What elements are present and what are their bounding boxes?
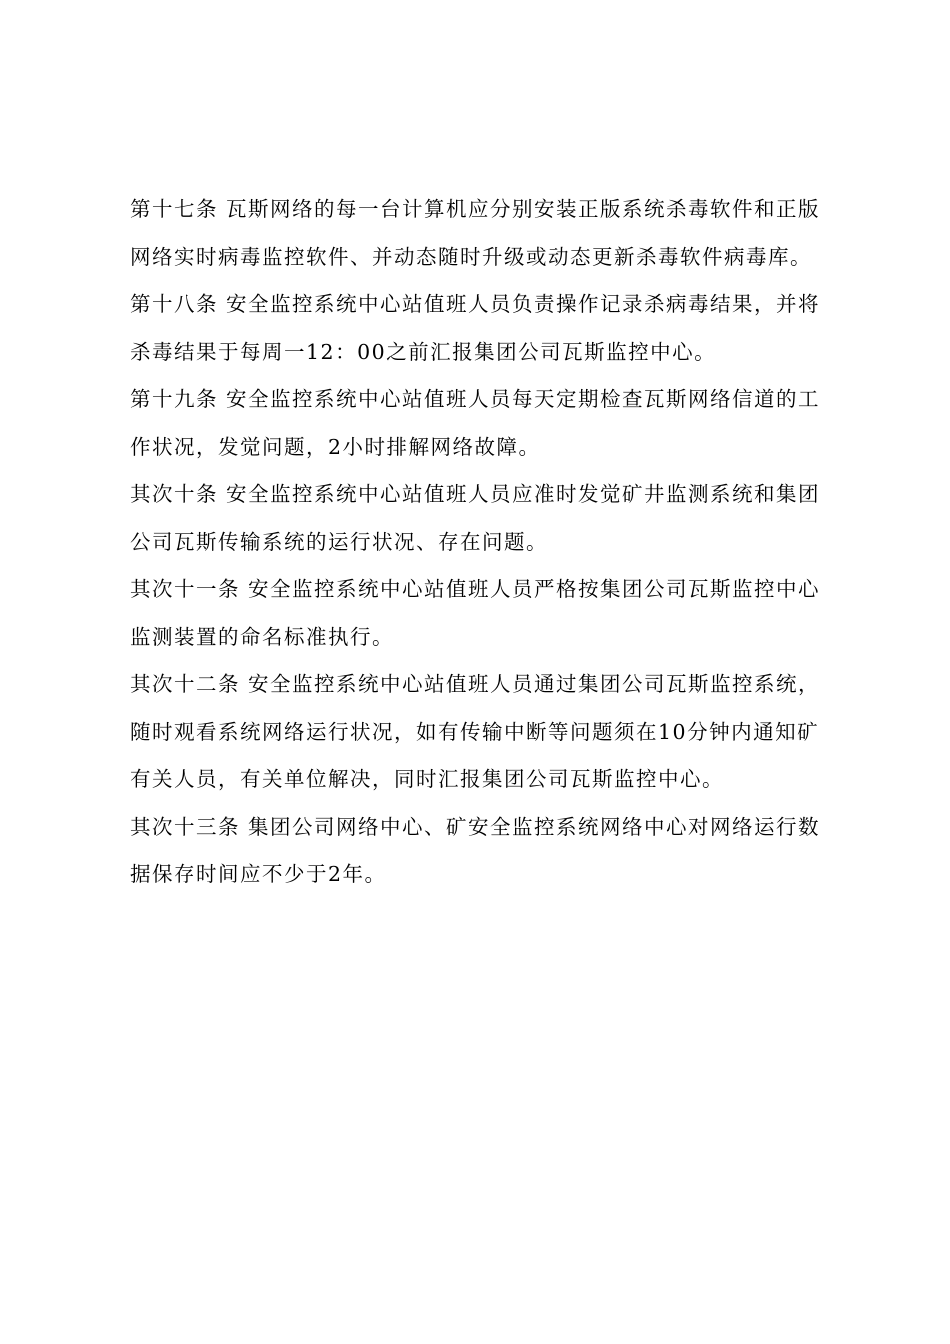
article-19 [130,376,830,471]
article-line: 公司瓦斯传输系统的运行状况、存在问题。 [130,529,548,554]
article-line: 监测装置的命名标准执行。 [130,624,394,649]
article-line: 其次十一条 安全监控系统中心站值班人员严格按集团公司瓦斯监控中心 [130,577,821,601]
article-line: 第十七条 瓦斯网络的每一台计算机应分别安装正版系统杀毒软件和正版 [130,197,821,221]
article-17 [130,186,830,281]
article-line: 其次十二条 安全监控系统中心站值班人员通过集团公司瓦斯监控系统， [130,672,821,696]
article-line: 有关人员，有关单位解决，同时汇报集团公司瓦斯监控中心。 [130,767,724,791]
article-line: 第十九条 安全监控系统中心站值班人员每天定期检查瓦斯网络信道的工 [130,387,821,411]
article-line: 杀毒结果于每周一12：00之前汇报集团公司瓦斯监控中心。 [130,339,717,364]
article-line: 随时观看系统网络运行状况，如有传输中断等问题须在10分钟内通知矿 [130,719,820,744]
article-line: 网络实时病毒监控软件、并动态随时升级或动态更新杀毒软件病毒库。 [130,244,812,269]
article-list [130,186,830,899]
article-21 [130,566,830,661]
article-line: 其次十三条 集团公司网络中心、矿安全监控系统网络中心对网络运行数 [130,814,821,839]
article-line: 据保存时间应不少于2年。 [130,862,387,886]
article-18 [130,281,830,376]
article-line: 其次十条 安全监控系统中心站值班人员应准时发觉矿井监测系统和集团 [130,482,821,506]
article-20 [130,471,830,566]
article-23 [130,804,830,899]
article-22 [130,661,830,804]
article-line: 第十八条 安全监控系统中心站值班人员负责操作记录杀病毒结果，并将 [130,292,821,316]
article-line: 作状况，发觉问题，2小时排解网络故障。 [130,434,541,459]
